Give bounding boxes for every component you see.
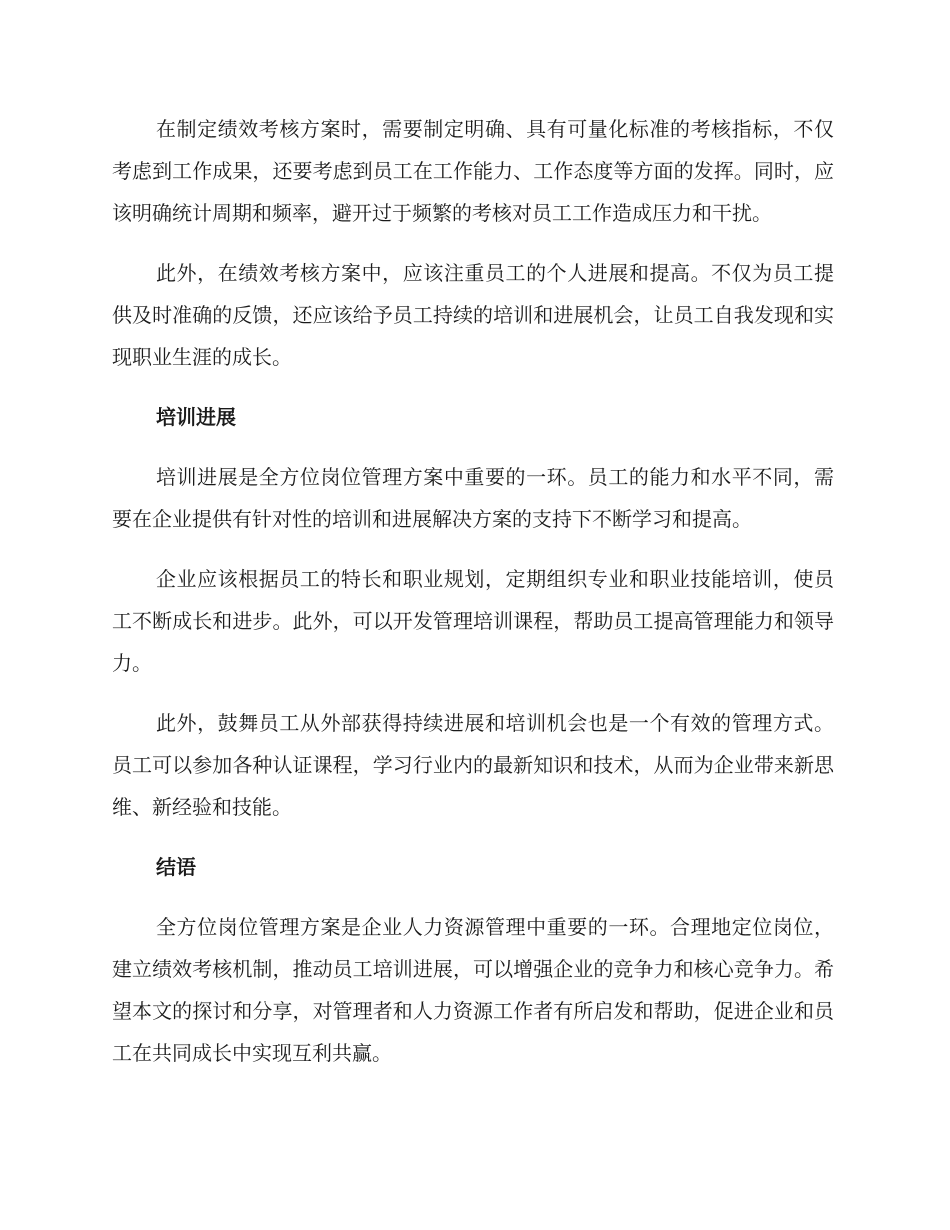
section-heading-training: 培训进展 [156,405,236,429]
section-heading-conclusion: 结语 [156,855,196,879]
paragraph-training-plan: 企业应该根据员工的特长和职业规划，定期组织专业和职业技能培训，使员工不断成长和进步。此外，可以开发管理培训课程，帮助员工提高管理能力和领导力。 [112,567,834,675]
paragraph-external-training: 此外，鼓舞员工从外部获得持续进展和培训机会也是一个有效的管理方式。员工可以参加各种认证课程，学习行业内的最新知识和技术，从而为企业带来新思维、新经验和技能。 [112,711,834,819]
paragraph-training-intro: 培训进展是全方位岗位管理方案中重要的一环。员工的能力和水平不同，需要在企业提供有针对性的培训和进展解决方案的支持下不断学习和提高。 [112,465,834,531]
paragraph-conclusion: 全方位岗位管理方案是企业人力资源管理中重要的一环。合理地定位岗位，建立绩效考核机制，推动员工培训进展，可以增强企业的竞争力和核心竞争力。希望本文的探讨和分享，对管理者和人力资源工作者有所启发和帮助，促进企业和员工在共同成长中实现互利共赢。 [112,915,834,1065]
paragraph-performance-plan: 在制定绩效考核方案时，需要制定明确、具有可量化标准的考核指标，不仅考虑到工作成果，还要考虑到员工在工作能力、工作态度等方面的发挥。同时，应该明确统计周期和频率，避开过于频繁的考核对员工工作造成压力和干扰。 [112,117,834,225]
paragraph-personal-growth: 此外，在绩效考核方案中，应该注重员工的个人进展和提高。不仅为员工提供及时准确的反馈，还应该给予员工持续的培训和进展机会，让员工自我发现和实现职业生涯的成长。 [112,261,834,369]
document-page [112,108,834,1092]
